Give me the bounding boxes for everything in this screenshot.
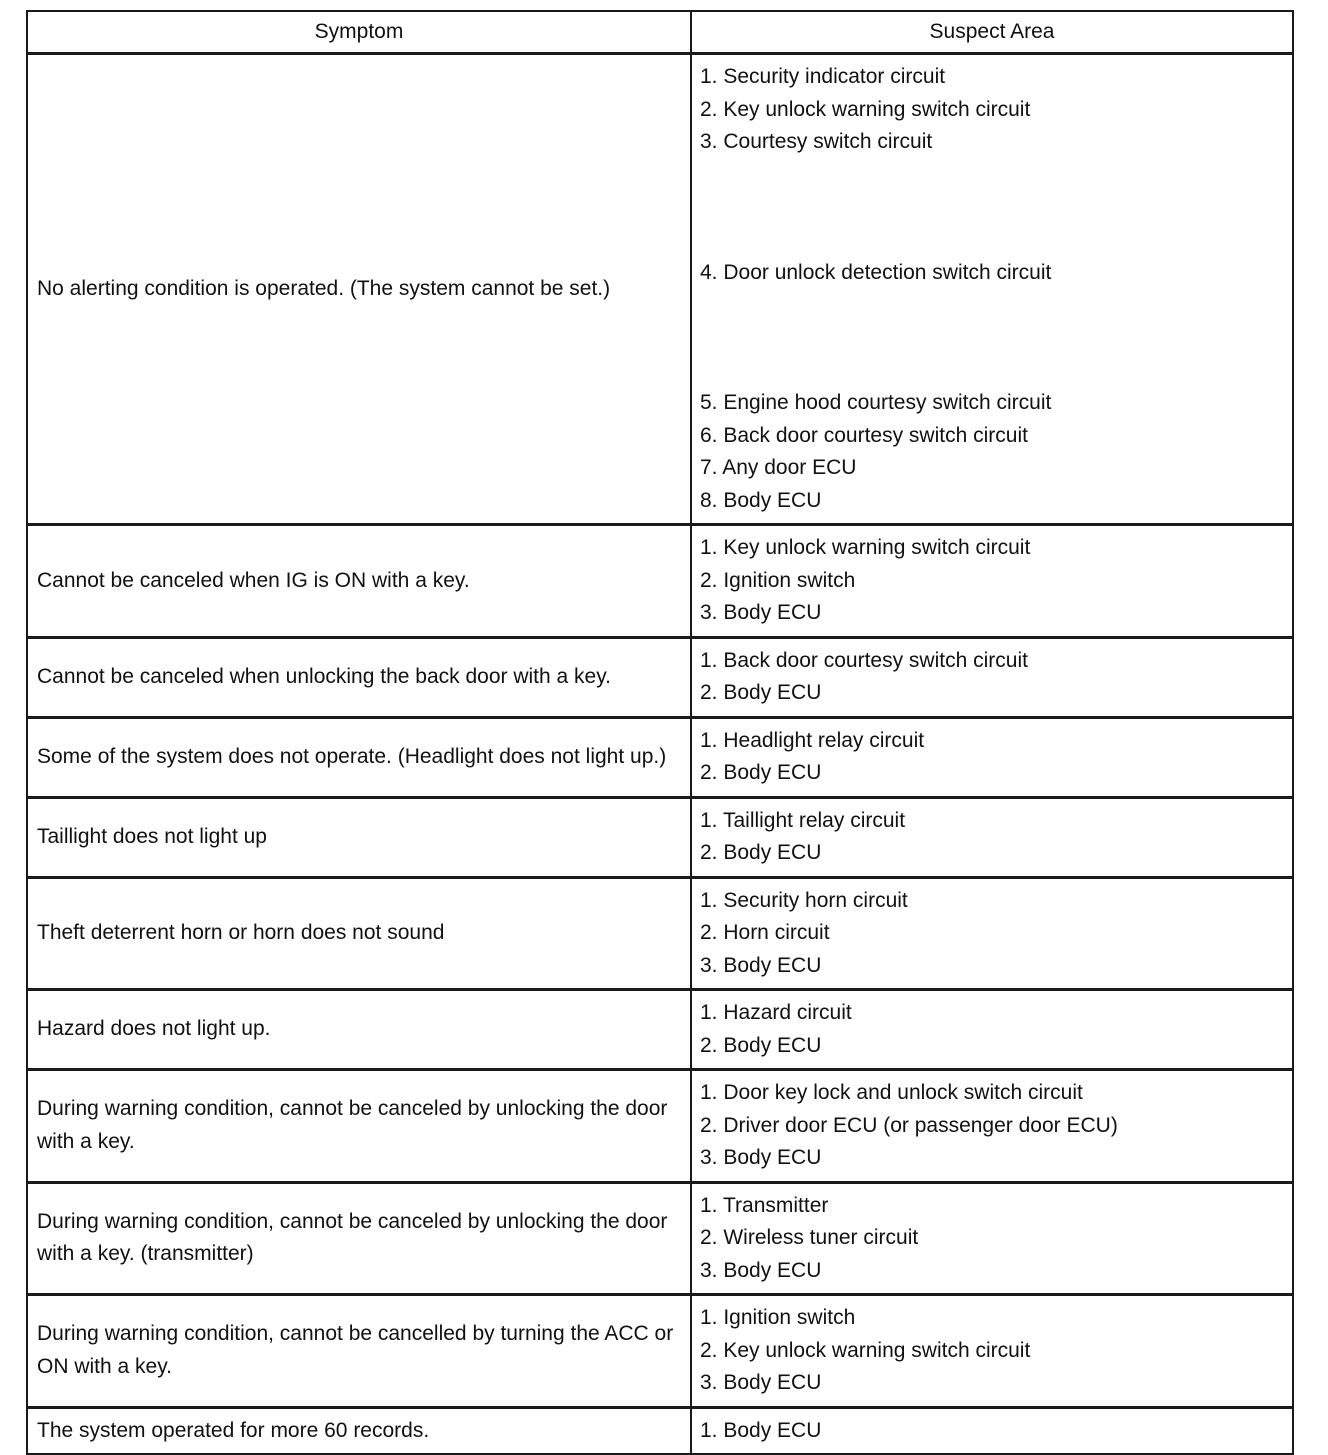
suspect-area-cell	[691, 1295, 1293, 1408]
suspect-area-item: 2. Horn circuit	[700, 921, 830, 944]
suspect-area-list	[700, 532, 1284, 630]
suspect-area-cell	[691, 1407, 1293, 1454]
suspect-area-item: 2. Body ECU	[700, 761, 822, 784]
suspect-area-cell	[691, 1070, 1293, 1183]
suspect-area-list	[700, 885, 1284, 983]
suspect-area-item: 1. Security horn circuit	[700, 888, 908, 912]
suspect-area-list	[700, 61, 1284, 517]
suspect-area-item: 5. Engine hood courtesy switch circuit	[700, 391, 1052, 414]
trouble-table-sheet	[26, 10, 1292, 1455]
suspect-area-item: 2. Key unlock warning switch circuit	[700, 97, 1031, 121]
suspect-area-list	[700, 1302, 1284, 1400]
suspect-area-item: 1. Body ECU	[700, 1418, 822, 1442]
table-row	[27, 1070, 1293, 1183]
suspect-area-cell	[691, 1182, 1293, 1295]
suspect-area-item: 3. Courtesy switch circuit	[700, 130, 933, 153]
symptom-cell: Cannot be canceled when unlocking the back door with a key.	[27, 637, 691, 717]
symptom-cell: During warning condition, cannot be canceled by unlocking the door with a key.	[27, 1070, 691, 1183]
table-row	[27, 54, 1293, 525]
suspect-area-list	[700, 645, 1284, 710]
symptom-cell: The system operated for more 60 records.	[27, 1407, 691, 1454]
suspect-area-item: 7. Any door ECU	[700, 456, 857, 479]
symptom-cell: Taillight does not light up	[27, 797, 691, 877]
table-row	[27, 525, 1293, 638]
suspect-area-item: 2. Key unlock warning switch circuit	[700, 1338, 1031, 1362]
suspect-area-item: 3. Body ECU	[700, 601, 822, 624]
suspect-area-item: 3. Body ECU	[700, 953, 822, 977]
suspect-area-list	[700, 805, 1284, 870]
table-row	[27, 877, 1293, 990]
table-row	[27, 1295, 1293, 1408]
suspect-area-item: 6. Back door courtesy switch circuit	[700, 423, 1028, 447]
table-row	[27, 990, 1293, 1070]
suspect-area-item: 4. Door unlock detection switch circuit	[700, 260, 1052, 284]
symptom-cell: During warning condition, cannot be canceled by unlocking the door with a key. (transmitter)	[27, 1182, 691, 1295]
suspect-area-item: 2. Ignition switch	[700, 568, 856, 592]
suspect-area-item: 2. Body ECU	[700, 681, 822, 704]
suspect-area-item: 1. Back door courtesy switch circuit	[700, 648, 1028, 672]
symptom-cell: Theft deterrent horn or horn does not sound	[27, 877, 691, 990]
suspect-area-cell	[691, 877, 1293, 990]
symptom-column-header: Symptom	[27, 11, 691, 54]
suspect-area-list	[700, 1415, 1284, 1448]
suspect-area-list	[700, 1190, 1284, 1288]
suspect-area-cell	[691, 54, 1293, 525]
symptom-cell: No alerting condition is operated. (The system cannot be set.)	[27, 54, 691, 525]
table-row	[27, 797, 1293, 877]
suspect-area-item: 1. Headlight relay circuit	[700, 728, 925, 752]
table-row	[27, 717, 1293, 797]
suspect-area-item: 2. Driver door ECU (or passenger door ECU)	[700, 1113, 1118, 1137]
suspect-area-cell	[691, 525, 1293, 638]
suspect-area-item: 3. Body ECU	[700, 1146, 822, 1169]
suspect-area-item: 1. Security indicator circuit	[700, 65, 946, 88]
table-row	[27, 1407, 1293, 1454]
suspect-area-cell	[691, 717, 1293, 797]
suspect-area-item: 1. Transmitter	[700, 1193, 829, 1217]
suspect-area-item: 2. Body ECU	[700, 1033, 822, 1057]
suspect-area-item: 3. Body ECU	[700, 1258, 822, 1282]
suspect-area-item: 3. Body ECU	[700, 1371, 822, 1394]
table-row	[27, 1182, 1293, 1295]
suspect-area-item: 1. Door key lock and unlock switch circuit	[700, 1081, 1083, 1104]
table-header-row	[27, 11, 1293, 54]
table-row	[27, 637, 1293, 717]
suspect-area-cell	[691, 990, 1293, 1070]
suspect-area-list	[700, 725, 1284, 790]
suspect-area-item: 1. Key unlock warning switch circuit	[700, 536, 1031, 559]
suspect-area-item: 1. Hazard circuit	[700, 1001, 852, 1024]
suspect-area-item: 1. Taillight relay circuit	[700, 808, 906, 832]
suspect-area-list	[700, 997, 1284, 1062]
suspect-area-column-header: Suspect Area	[691, 11, 1293, 54]
suspect-area-cell	[691, 637, 1293, 717]
suspect-area-item: 2. Body ECU	[700, 841, 822, 864]
suspect-area-cell	[691, 797, 1293, 877]
symptom-cell: Cannot be canceled when IG is ON with a key.	[27, 525, 691, 638]
symptom-cell: Hazard does not light up.	[27, 990, 691, 1070]
suspect-area-list	[700, 1077, 1284, 1175]
symptom-cell: During warning condition, cannot be cancelled by turning the ACC or ON with a key.	[27, 1295, 691, 1408]
suspect-area-item: 8. Body ECU	[700, 488, 822, 512]
symptom-cell: Some of the system does not operate. (Headlight does not light up.)	[27, 717, 691, 797]
problem-symptoms-table	[26, 10, 1294, 1455]
suspect-area-item: 1. Ignition switch	[700, 1306, 856, 1329]
suspect-area-item: 2. Wireless tuner circuit	[700, 1226, 919, 1249]
